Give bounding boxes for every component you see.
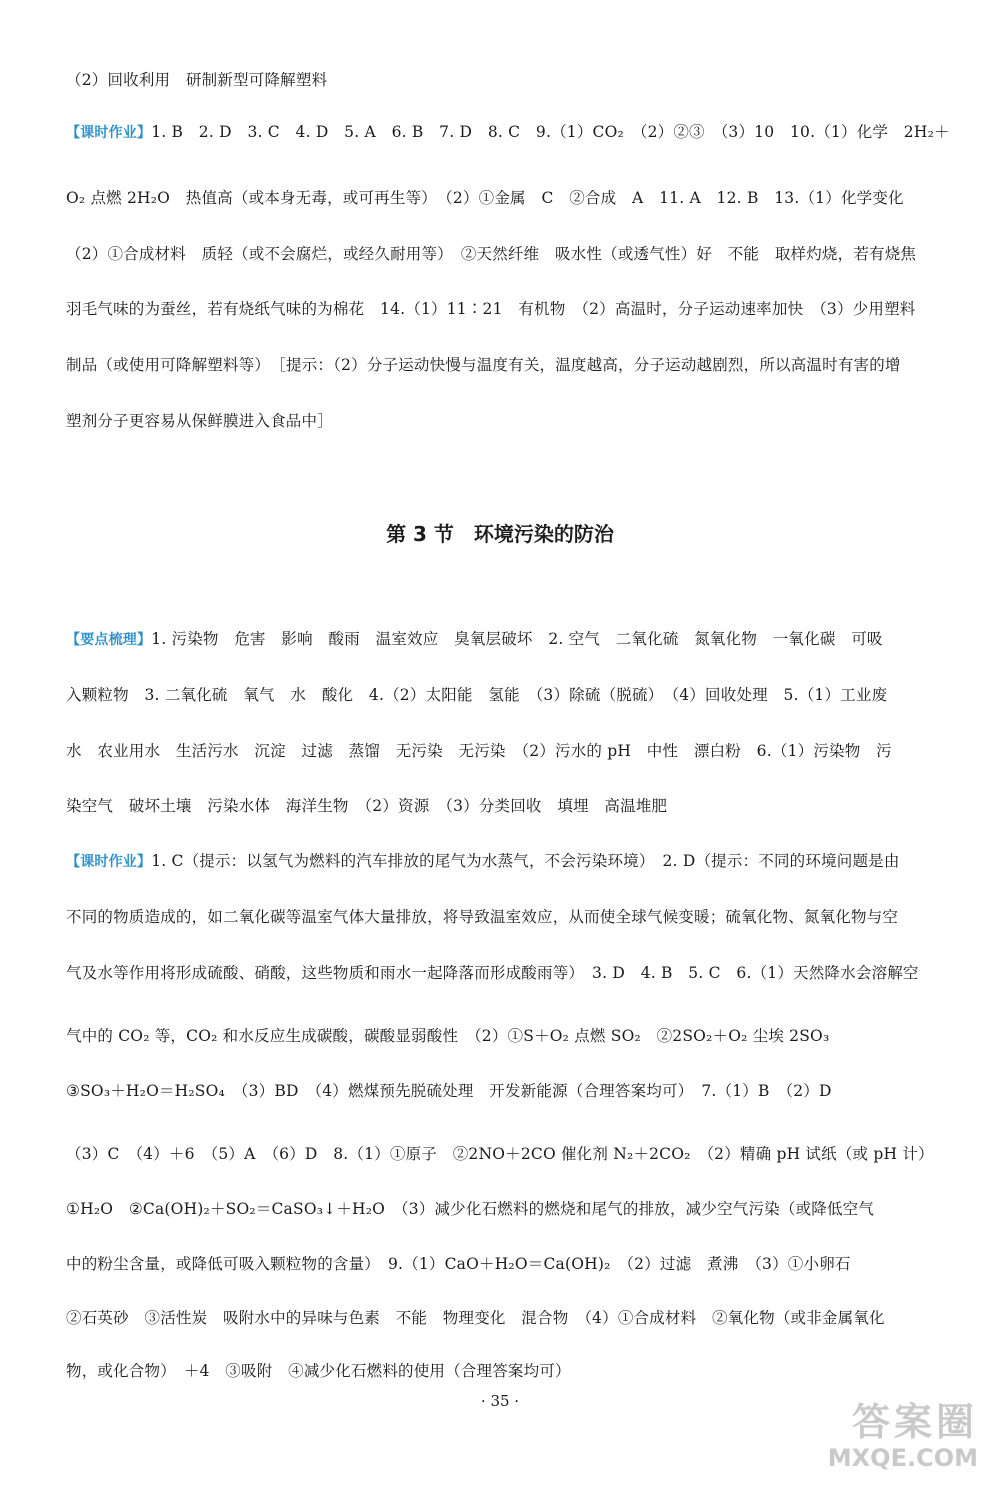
- answer-line: 物，或化合物） ＋4 ③吸附 ④减少化石燃料的使用（合理答案均可）: [66, 1362, 571, 1380]
- answer-line: 【要点梳理】1. 污染物 危害 影响 酸雨 温室效应 臭氧层破坏 2. 空气 二氧化硫 氮氧化物 一氧化碳 可吸: [66, 630, 883, 648]
- answer-line: 【课时作业】1. C（提示：以氢气为燃料的汽车排放的尾气为水蒸气，不会污染环境） 2. D（提示：不同的环境问题是由: [66, 852, 900, 870]
- watermark-url: MXQE.COM: [827, 1444, 978, 1472]
- answer-line: 染空气 破坏土壤 污染水体 海洋生物 （2）资源 （3）分类回收 填埋 高温堆肥: [66, 797, 668, 815]
- page-number: · 35 ·: [480, 1392, 520, 1410]
- answer-line: 【课时作业】1. B 2. D 3. C 4. D 5. A 6. B 7. D 8. C 9.（1）CO₂ （2）②③ （3）10 10.（1）化学 2H₂＋: [66, 123, 950, 141]
- answer-line: ②石英砂 ③活性炭 吸附水中的异味与色素 不能 物理变化 混合物 （4）①合成材料 ②氧化物（或非金属氧化: [66, 1309, 885, 1327]
- watermark-logo: [808, 1400, 978, 1480]
- answer-line: 水 农业用水 生活污水 沉淀 过滤 蒸馏 无污染 无污染 （2）污水的 pH 中性 漂白粉 6.（1）污染物 污: [66, 742, 892, 760]
- watermark-text: 答案圈: [851, 1400, 978, 1444]
- key-points-tag: 【要点梳理】: [66, 632, 152, 648]
- answer-line: 气中的 CO₂ 等，CO₂ 和水反应生成碳酸，碳酸显弱酸性 （2）①S＋O₂ 点燃 SO₂ ②2SO₂＋O₂ 尘埃 2SO₃: [66, 1027, 830, 1045]
- answer-line: 中的粉尘含量，或降低可吸入颗粒物的含量） 9.（1）CaO＋H₂O＝Ca(OH)₂ （2）过滤 煮沸 （3）①小卵石: [66, 1255, 851, 1273]
- answer-line: ①H₂O ②Ca(OH)₂＋SO₂＝CaSO₃↓＋H₂O （3）减少化石燃料的燃烧和尾气的排放，减少空气污染（或降低空气: [66, 1200, 875, 1218]
- answer-line: ③SO₃＋H₂O＝H₂SO₄ （3）BD （4）燃煤预先脱硫处理 开发新能源（合理答案均可） 7.（1）B （2）D: [66, 1082, 832, 1100]
- section-title: 第 3 节 环境污染的防治: [386, 522, 614, 546]
- homework-tag: 【课时作业】: [66, 125, 152, 141]
- answer-line: 羽毛气味的为蚕丝，若有烧纸气味的为棉花 14.（1）11∶21 有机物 （2）高温时，分子运动速率加快 （3）少用塑料: [66, 300, 916, 318]
- answer-line: 入颗粒物 3. 二氧化硫 氧气 水 酸化 4.（2）太阳能 氢能 （3）除硫（脱硫） （4）回收处理 5.（1）工业废: [66, 686, 888, 704]
- answer-line: （3）C （4）＋6 （5）A （6）D 8.（1）①原子 ②2NO＋2CO 催化剂 N₂＋2CO₂ （2）精确 pH 试纸（或 pH 计）: [66, 1145, 934, 1163]
- answer-line: （2）①合成材料 质轻（或不会腐烂，或经久耐用等） ②天然纤维 吸水性（或透气性）好 不能 取样灼烧，若有烧焦: [66, 245, 917, 263]
- answer-line: 制品（或使用可降解塑料等） ［提示：（2）分子运动快慢与温度有关，温度越高，分子运动越剧烈，所以高温时有害的增: [66, 356, 901, 374]
- answer-line: （2）回收利用 研制新型可降解塑料: [66, 71, 328, 89]
- answer-line: 气及水等作用将形成硫酸、硝酸，这些物质和雨水一起降落而形成酸雨等） 3. D 4. B 5. C 6.（1）天然降水会溶解空: [66, 964, 919, 982]
- answer-line: 不同的物质造成的，如二氧化碳等温室气体大量排放，将导致温室效应，从而使全球气候变暖；硫氧化物、氮氧化物与空: [66, 908, 899, 926]
- answer-line: O₂ 点燃 2H₂O 热值高（或本身无毒，或可再生等） （2）①金属 C ②合成 A 11. A 12. B 13.（1）化学变化: [66, 189, 904, 207]
- homework-tag: 【课时作业】: [66, 854, 152, 870]
- answer-line: 塑剂分子更容易从保鲜膜进入食品中］: [66, 412, 333, 430]
